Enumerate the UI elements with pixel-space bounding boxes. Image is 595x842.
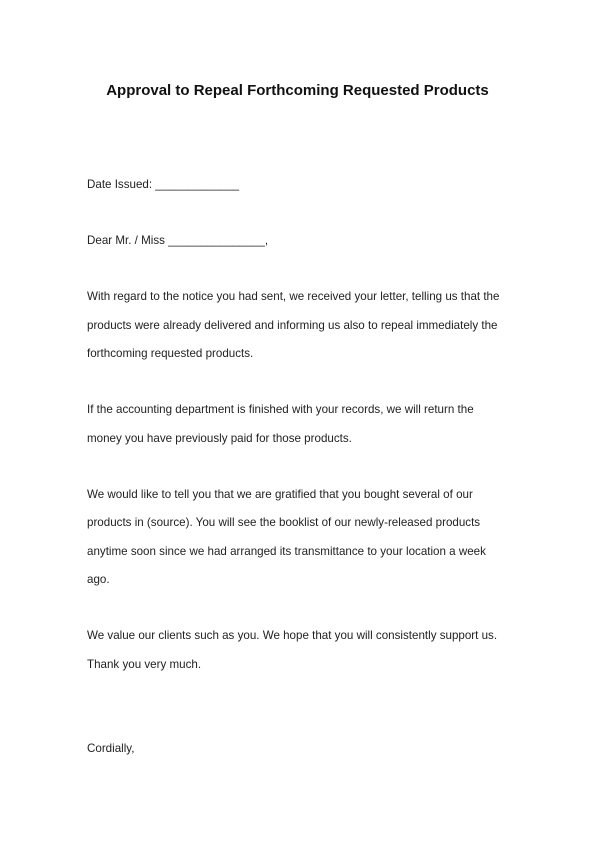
date-issued-line: Date Issued: _____________ xyxy=(87,178,240,191)
letter-title: Approval to Repeal Forthcoming Requested Products xyxy=(106,82,489,99)
paragraph-2-line-1: If the accounting department is finished with your records, we will return the xyxy=(87,403,474,416)
salutation-line: Dear Mr. / Miss _______________, xyxy=(87,234,269,247)
paragraph-2-line-2: money you have previously paid for those products. xyxy=(87,432,352,445)
paragraph-1-line-3: forthcoming requested products. xyxy=(87,347,254,360)
paragraph-3-line-1: We would like to tell you that we are gratified that you bought several of our xyxy=(87,488,473,501)
paragraph-3-line-3: anytime soon since we had arranged its transmittance to your location a week xyxy=(87,545,486,558)
paragraph-3-line-2: products in (source). You will see the booklist of our newly-released products xyxy=(87,516,481,529)
paragraph-1-line-1: With regard to the notice you had sent, we received your letter, telling us that the xyxy=(87,290,500,303)
paragraph-3-line-4: ago. xyxy=(87,573,110,586)
paragraph-4-line-2: Thank you very much. xyxy=(87,658,202,671)
paragraph-4-line-1: We value our clients such as you. We hope that you will consistently support us. xyxy=(87,629,498,642)
paragraph-1-line-2: products were already delivered and informing us also to repeal immediately the xyxy=(87,319,498,332)
closing-line: Cordially, xyxy=(87,742,135,755)
